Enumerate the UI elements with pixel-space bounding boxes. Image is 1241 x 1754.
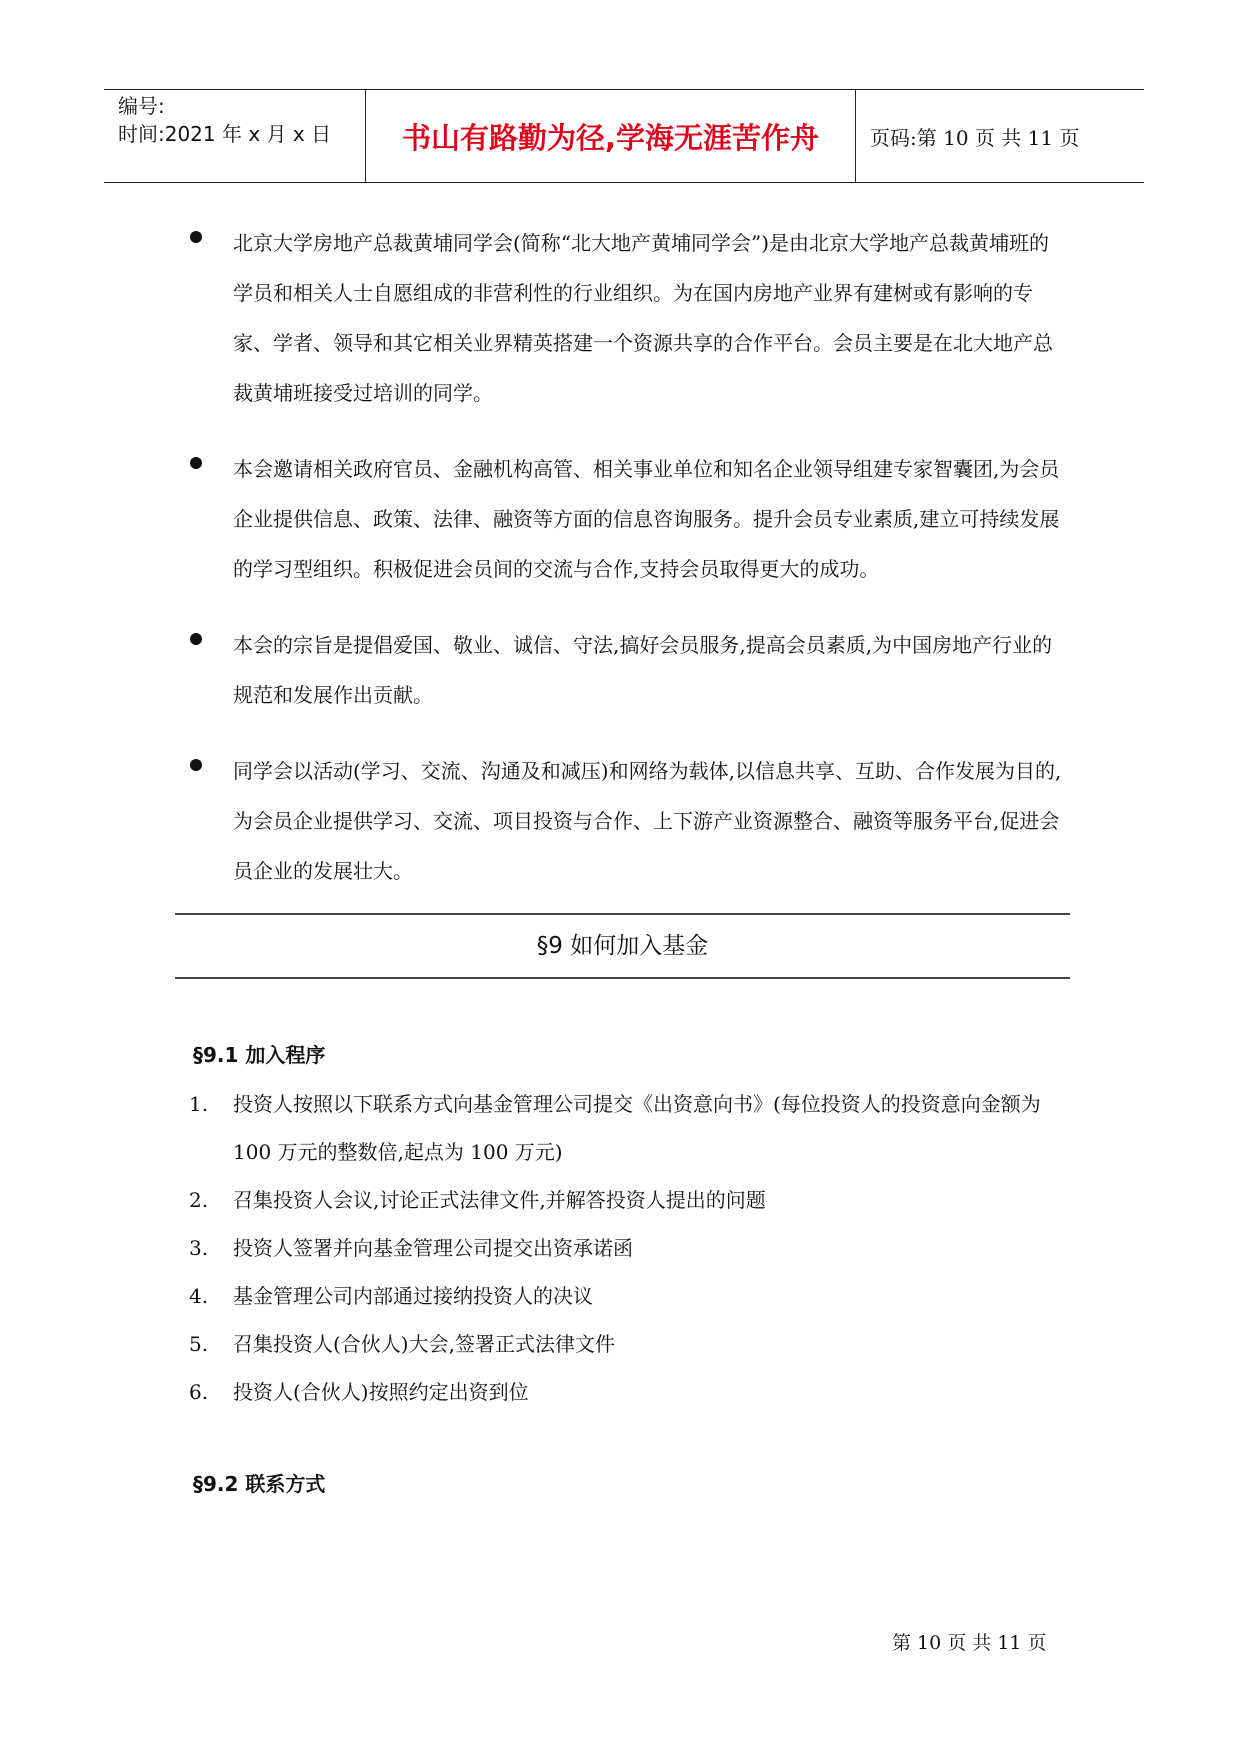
section-divider-bottom [175,977,1070,979]
header-motto: 书山有路勤为径,学海无涯苦作舟 [366,90,856,182]
step-item [189,1080,1069,1176]
page-footer: 第 10 页 共 11 页 [892,1632,1047,1654]
page-header [104,89,1144,183]
bullet-text: 本会的宗旨是提倡爱国、敬业、诚信、守法,搞好会员服务,提高会员素质,为中国房地产行业的规范和发展作出贡献。 [233,633,1053,707]
bullet-text: 同学会以活动(学习、交流、沟通及和减压)和网络为载体,以信息共享、互助、合作发展为目的,为会员企业提供学习、交流、项目投资与合作、上下游产业资源整合、融资等服务平台,促进会员企业的发展壮大。 [233,759,1062,883]
step-text: 基金管理公司内部通过接纳投资人的决议 [233,1284,593,1308]
section-title: §9 如何加入基金 [536,933,709,959]
bullet-dot-icon [190,231,202,243]
step-number: 1. [189,1092,209,1116]
step-number: 5. [189,1332,209,1356]
step-item [189,1272,1069,1320]
document-time-label: 时间:2021 年 x 月 x 日 [118,122,332,146]
step-text: 投资人(合伙人)按照约定出资到位 [233,1380,529,1404]
header-meta [104,90,366,182]
step-text: 投资人按照以下联系方式向基金管理公司提交《出资意向书》(每位投资人的投资意向金额为 100 万元的整数倍,起点为 100 万元) [233,1092,1041,1164]
bullet-dot-icon [190,633,202,645]
bullet-dot-icon [190,759,202,771]
step-number: 6. [189,1380,209,1404]
bullet-item [186,746,1066,896]
document-number-label: 编号: [118,94,165,118]
bullet-dot-icon [190,457,202,469]
step-number: 4. [189,1284,209,1308]
bullet-item [186,218,1066,418]
step-item [189,1224,1069,1272]
header-page-code: 页码:第 10 页 共 11 页 [870,125,1080,150]
bullet-text: 本会邀请相关政府官员、金融机构高管、相关事业单位和知名企业领导组建专家智囊团,为会员企业提供信息、政策、法律、融资等方面的信息咨询服务。提升会员专业素质,建立可持续发展的学习型组织。积极促进会员间的交流与合作,支持会员取得更大的成功。 [233,457,1060,581]
step-text: 投资人签署并向基金管理公司提交出资承诺函 [233,1236,633,1260]
bullet-item [186,620,1066,720]
step-item [189,1320,1069,1368]
procedure-steps [189,1080,1069,1416]
bullet-list [186,218,1066,922]
step-item [189,1176,1069,1224]
bullet-item [186,444,1066,594]
step-number: 3. [189,1236,209,1260]
bullet-text: 北京大学房地产总裁黄埔同学会(简称“北大地产黄埔同学会”)是由北京大学地产总裁黄埔班的学员和相关人士自愿组成的非营利性的行业组织。为在国内房地产业界有建树或有影响的专家、学者、领导和其它相关业界精英搭建一个资源共享的合作平台。会员主要是在北大地产总裁黄埔班接受过培训的同学。 [233,231,1053,405]
step-item [189,1368,1069,1416]
step-text: 召集投资人会议,讨论正式法律文件,并解答投资人提出的问题 [233,1188,766,1212]
subsection-title-procedure: §9.1 加入程序 [193,1043,326,1067]
subsection-title-contact: §9.2 联系方式 [193,1472,326,1496]
section-divider-top [175,913,1070,915]
step-text: 召集投资人(合伙人)大会,签署正式法律文件 [233,1332,615,1356]
step-number: 2. [189,1188,209,1212]
